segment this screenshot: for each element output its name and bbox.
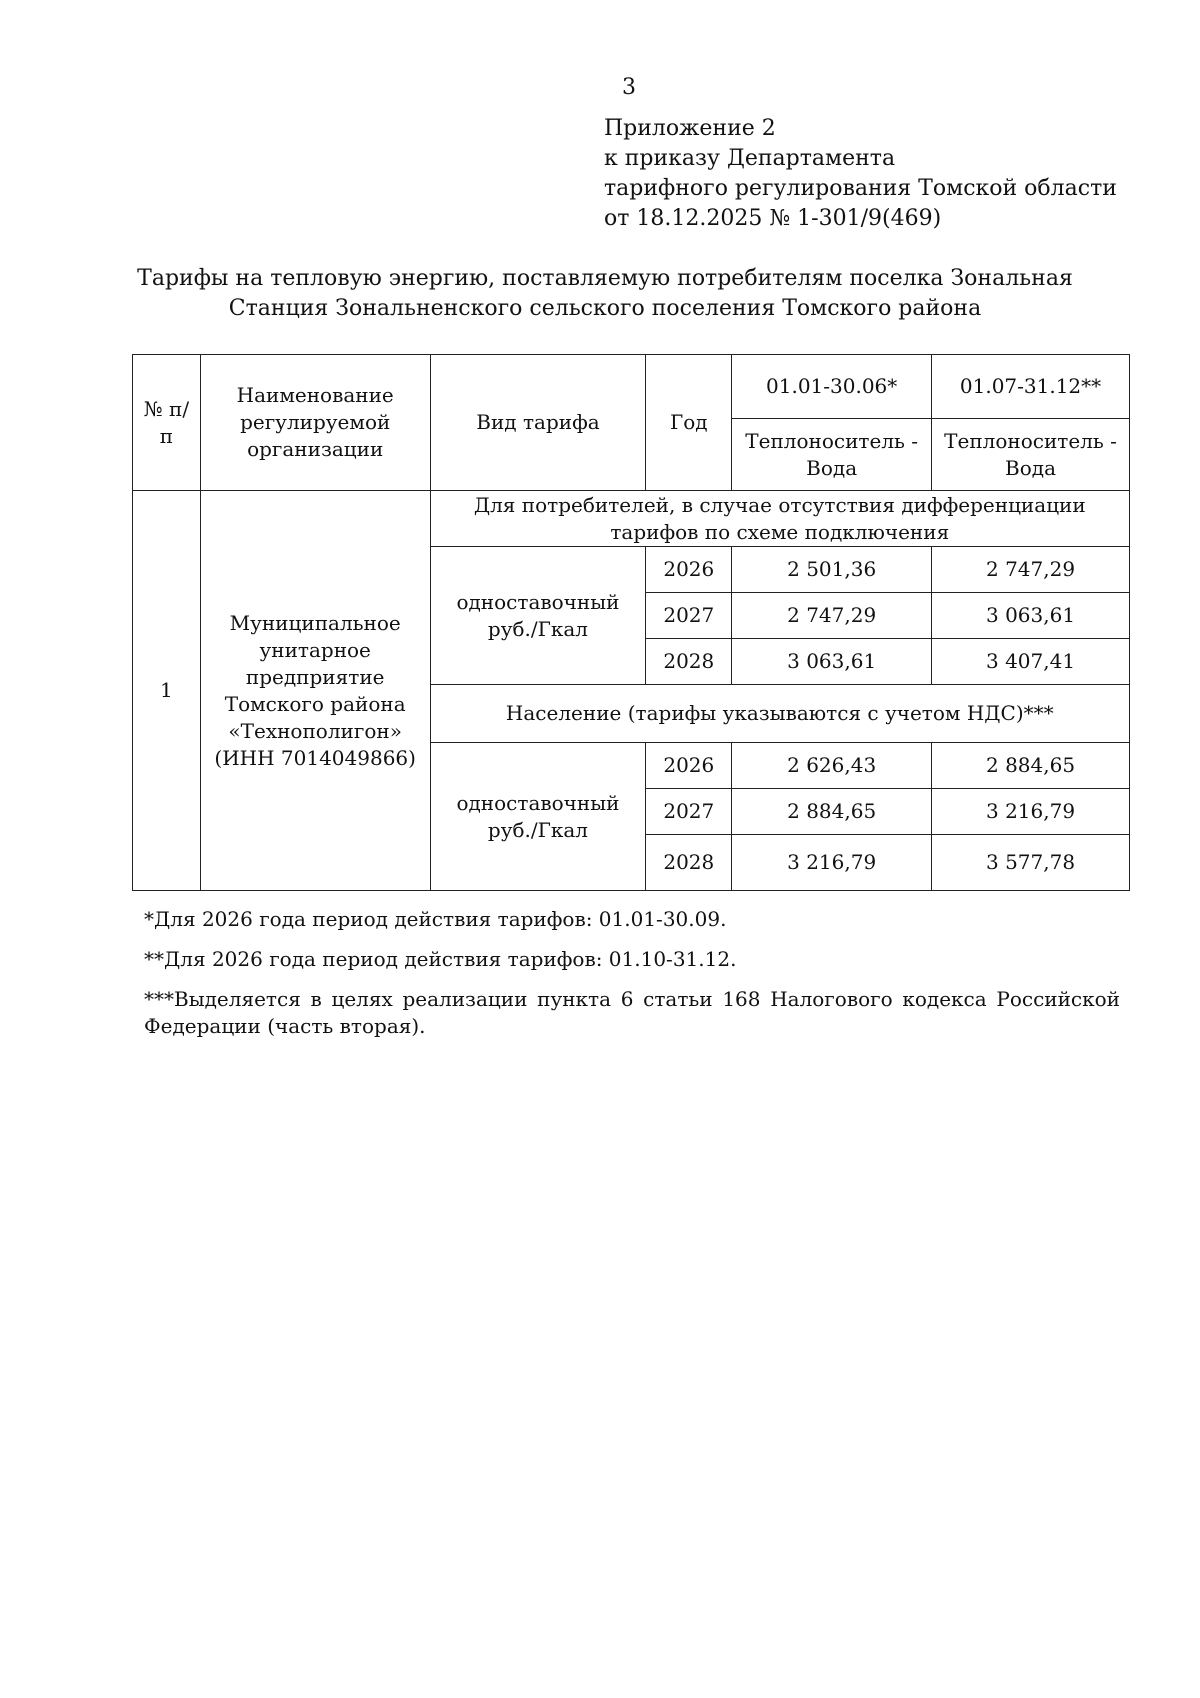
table-cell-value: 3 216,79: [732, 835, 932, 891]
row-number: 1: [133, 491, 201, 891]
organization-name: [200, 491, 430, 891]
footnote-3: ***Выделяется в целях реализации пункта 6 статьи 168 Налогового кодекса Российской Федерации (часть вторая).: [144, 987, 1120, 1038]
page-number: 3: [622, 75, 636, 100]
appendix-line-4: от 18.12.2025 № 1-301/9(469): [604, 206, 942, 231]
header-period-2: 01.07-31.12**: [932, 355, 1130, 419]
table-cell-value: 3 063,61: [732, 639, 932, 685]
header-organization: Наименование регулируемой организации: [200, 355, 430, 491]
footnote-1: *Для 2026 года период действия тарифов: 01.01-30.09.: [144, 907, 727, 931]
header-tariff-type: Вид тарифа: [430, 355, 646, 491]
group-2-caption: Население (тарифы указываются с учетом НДС)***: [430, 685, 1129, 743]
table-cell-value: 3 063,61: [932, 593, 1130, 639]
table-cell-value: 3 407,41: [932, 639, 1130, 685]
organization-line-1: Муниципальное: [229, 610, 401, 635]
table-cell-value: 2 884,65: [732, 789, 932, 835]
table-cell-year: 2027: [646, 593, 732, 639]
table-cell-year: 2028: [646, 835, 732, 891]
header-number: № п/п: [133, 355, 201, 491]
footnote-2: **Для 2026 года период действия тарифов: 01.10-31.12.: [144, 947, 737, 971]
group-2-tariff-type-line-1: одноставочный: [456, 790, 620, 815]
document-title: [130, 264, 1080, 324]
appendix-header: [604, 114, 1117, 234]
appendix-line-1: Приложение 2: [604, 116, 776, 141]
organization-line-2: унитарное: [259, 637, 371, 662]
group-1-tariff-unit: руб./Гкал: [487, 616, 588, 641]
organization-line-6: (ИНН 7014049866): [214, 745, 416, 770]
organization-line-3: предприятие: [245, 664, 385, 689]
header-period-1: 01.01-30.06*: [732, 355, 932, 419]
group-2-tariff-type: [430, 743, 646, 891]
table-cell-value: 2 747,29: [932, 547, 1130, 593]
table-cell-year: 2026: [646, 743, 732, 789]
table-cell-value: 2 747,29: [732, 593, 932, 639]
table-cell-value: 3 216,79: [932, 789, 1130, 835]
table-cell-value: 2 501,36: [732, 547, 932, 593]
group-1-tariff-type: [430, 547, 646, 685]
tariff-table: [132, 354, 1130, 891]
table-cell-value: 2 626,43: [732, 743, 932, 789]
title-line-1: Тарифы на тепловую энергию, поставляемую потребителям поселка Зональная: [137, 266, 1073, 291]
title-line-2: Станция Зональненского сельского поселения Томского района: [228, 296, 982, 321]
header-year: Год: [646, 355, 732, 491]
organization-line-5: «Технополигон»: [228, 718, 402, 743]
appendix-line-3: тарифного регулирования Томской области: [604, 176, 1117, 201]
group-1-tariff-type-line-1: одноставочный: [456, 589, 620, 614]
table-cell-year: 2027: [646, 789, 732, 835]
table-cell-year: 2028: [646, 639, 732, 685]
header-carrier-1: Теплоноситель - Вода: [732, 419, 932, 491]
table-cell-year: 2026: [646, 547, 732, 593]
group-2-tariff-unit: руб./Гкал: [487, 817, 588, 842]
header-carrier-2: Теплоноситель - Вода: [932, 419, 1130, 491]
table-cell-value: 2 884,65: [932, 743, 1130, 789]
group-1-caption: Для потребителей, в случае отсутствия дифференциации тарифов по схеме подключения: [430, 491, 1129, 547]
appendix-line-2: к приказу Департамента: [604, 146, 896, 171]
organization-line-4: Томского района: [224, 691, 406, 716]
table-cell-value: 3 577,78: [932, 835, 1130, 891]
